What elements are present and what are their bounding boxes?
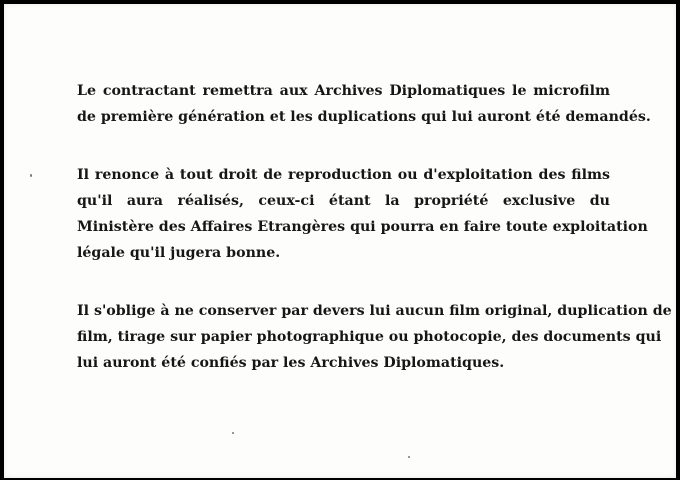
paper-speck [408, 456, 410, 458]
text-line: lui auront été confiés par les Archives Diplomatiques. [77, 355, 505, 371]
text-line: Ministère des Affaires Etrangères qui pourra en faire toute exploitation [77, 219, 648, 235]
text-line: de première génération et les duplications qui lui auront été demandés. [77, 109, 651, 125]
text-line: légale qu'il jugera bonne. [77, 245, 281, 261]
paragraph-retention-obligation [77, 298, 672, 376]
text-line: film, tirage sur papier photographique ou photocopie, des documents qui [77, 329, 662, 345]
text-line: Le contractant remettra aux Archives Diplomatiques le microfilm [77, 83, 610, 99]
text-line: qu'il aura réalisés, ceux-ci étant la propriété exclusive du [77, 193, 610, 209]
text-line: Il renonce à tout droit de reproduction ou d'exploitation des films [77, 167, 610, 183]
paper-speck [30, 174, 32, 177]
document-page [4, 4, 676, 478]
paragraph-reproduction-rights [77, 162, 648, 266]
text-line: Il s'oblige à ne conserver par devers lui aucun film original, duplication de [77, 303, 672, 319]
paper-speck [232, 432, 234, 434]
paragraph-microfilm-delivery [77, 78, 651, 130]
